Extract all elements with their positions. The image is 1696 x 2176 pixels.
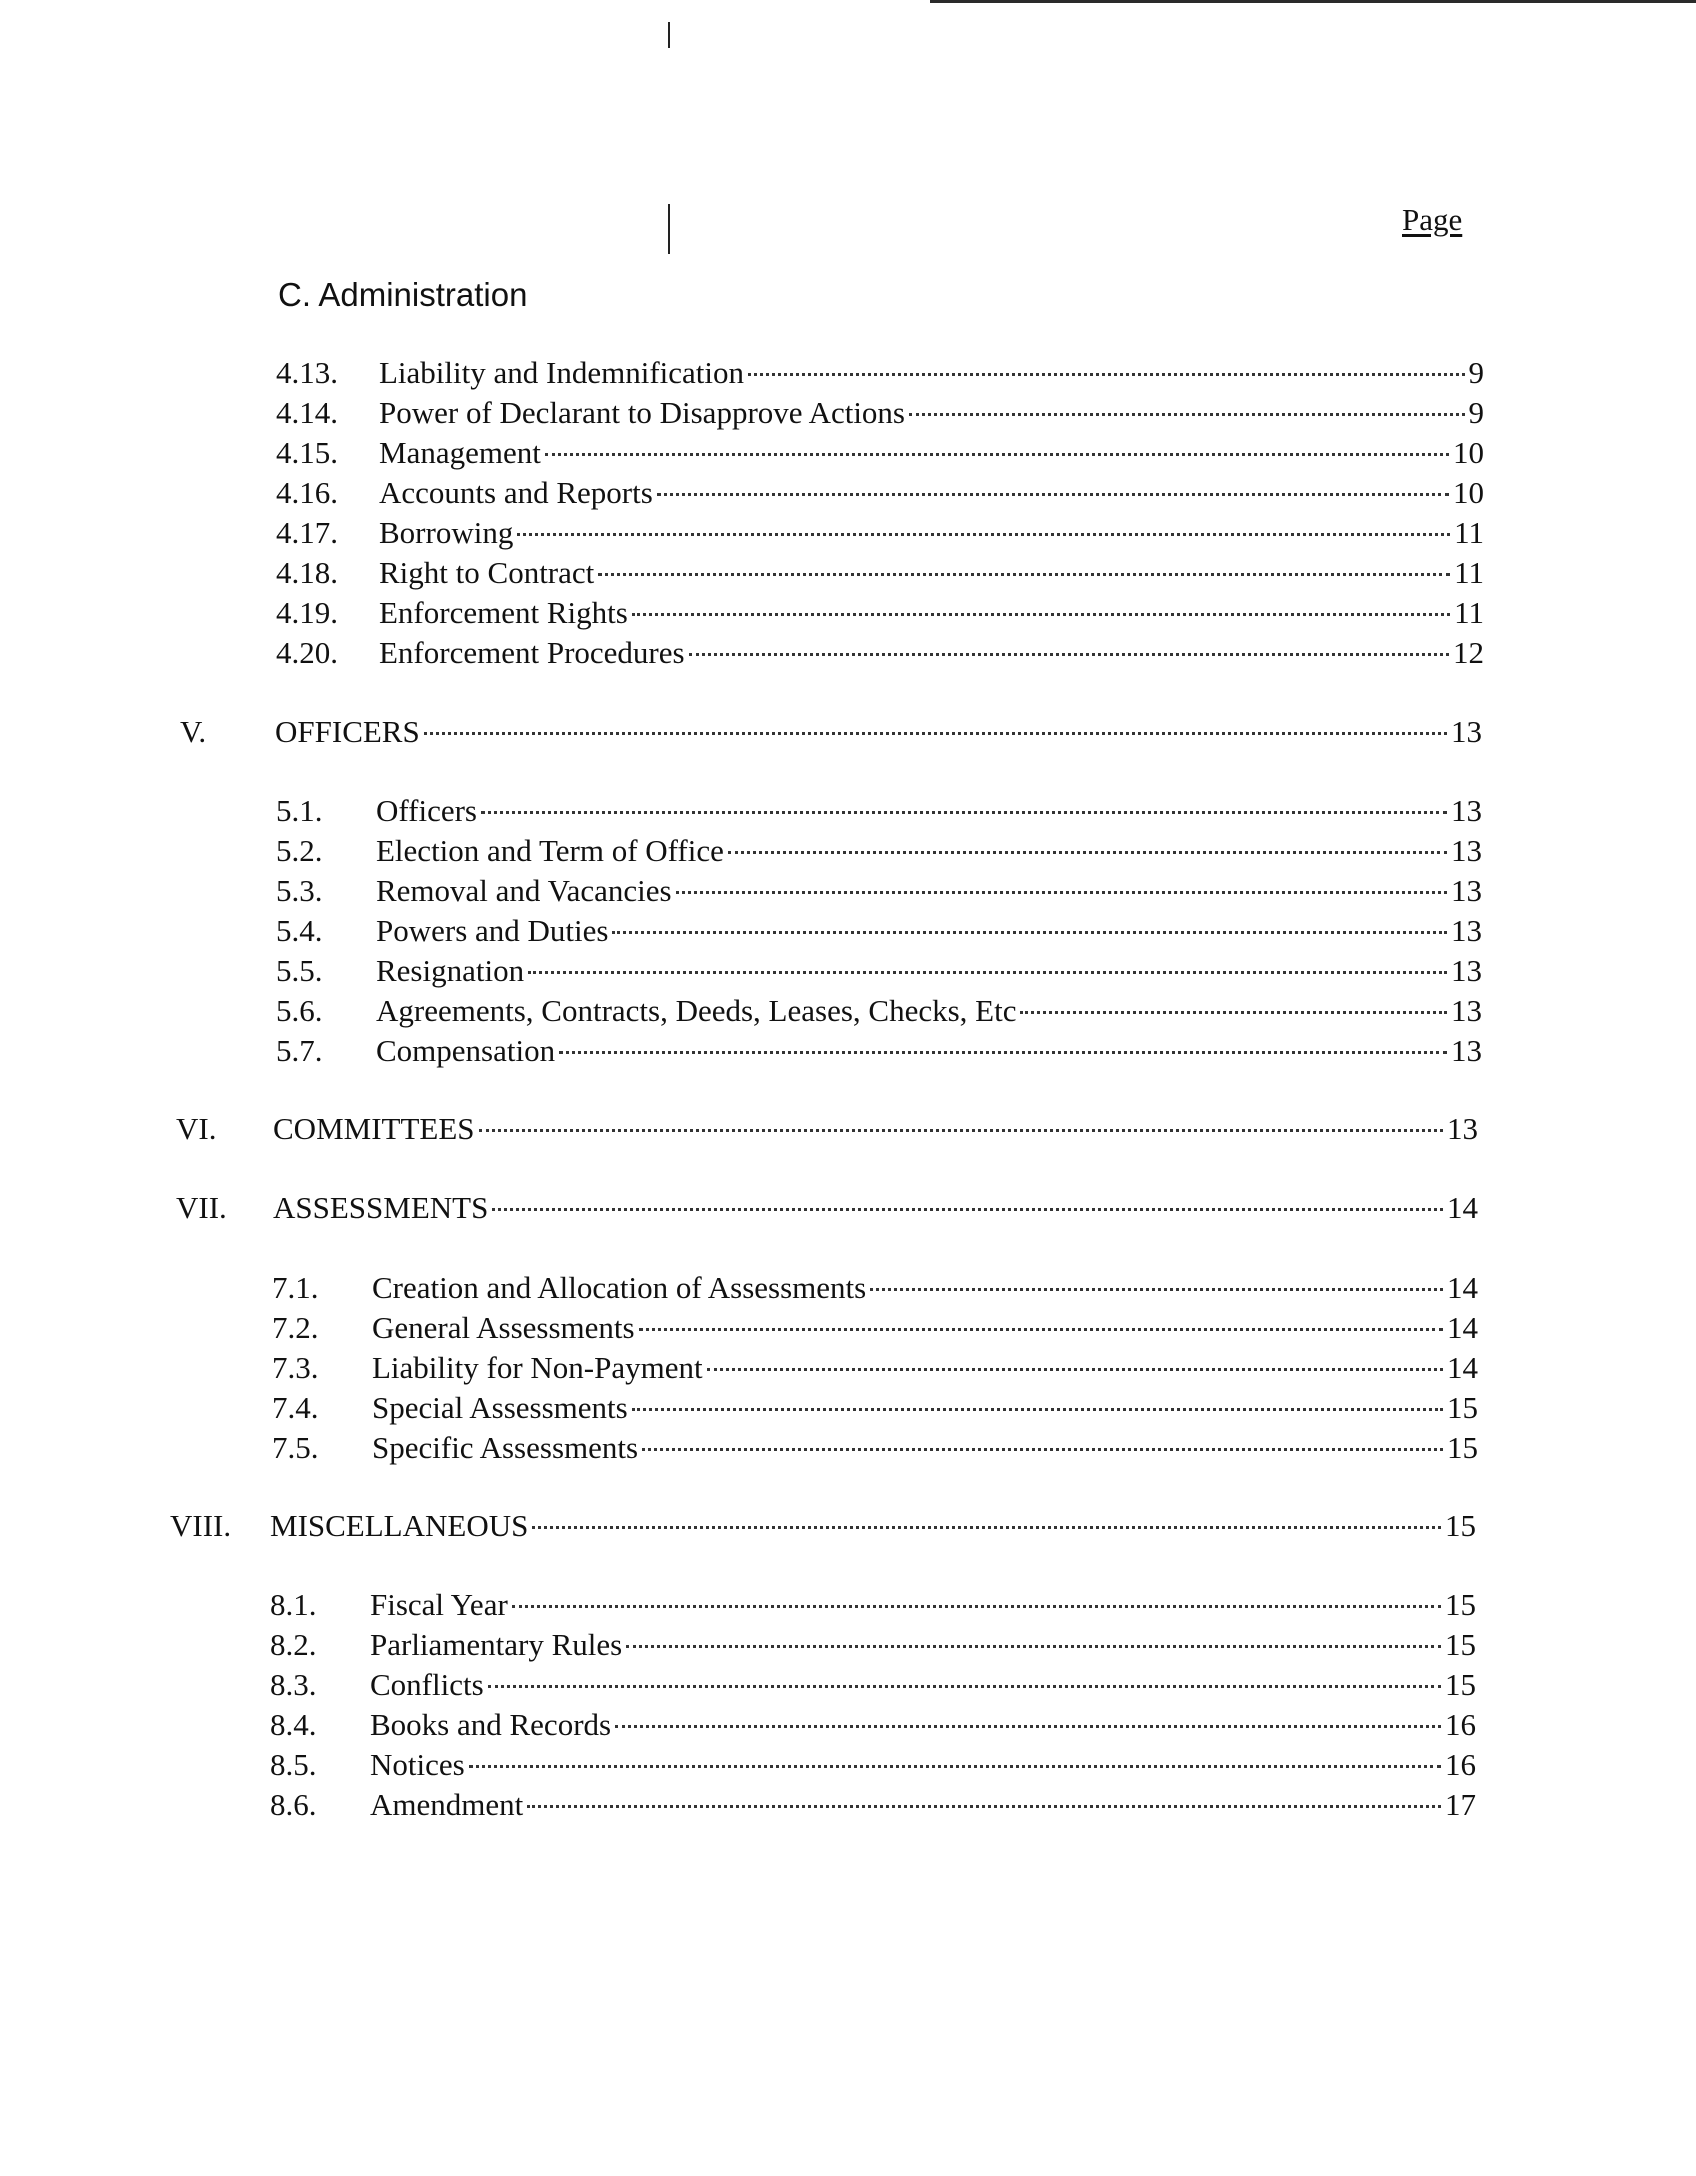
toc-entry[interactable] (272, 1390, 1478, 1430)
entry-title: Books and Records (370, 1707, 612, 1742)
entry-page-number: 13 (1451, 993, 1482, 1028)
entry-number: 5.5. (276, 953, 323, 988)
entry-page-number: 12 (1453, 635, 1484, 670)
entry-title: Power of Declarant to Disapprove Actions (379, 395, 906, 430)
entry-title: Management (379, 435, 541, 470)
dot-leader (657, 493, 1449, 496)
dot-leader (707, 1368, 1443, 1371)
entry-title: Fiscal Year (370, 1587, 508, 1622)
entry-title: Officers (376, 793, 477, 828)
entry-number: 4.13. (276, 355, 338, 390)
entry-number: 4.15. (276, 435, 338, 470)
toc-entry[interactable] (276, 873, 1482, 913)
entry-number: 7.1. (272, 1270, 319, 1305)
entry-number: 5.2. (276, 833, 323, 868)
dot-leader (642, 1448, 1443, 1451)
entry-number: 4.19. (276, 595, 338, 630)
entry-page-number: 13 (1451, 953, 1482, 988)
scan-mark-top (668, 22, 670, 48)
dot-leader (532, 1526, 1441, 1529)
entry-page-number: 17 (1445, 1787, 1476, 1822)
entry-title: Removal and Vacancies (376, 873, 672, 908)
entry-title: Parliamentary Rules (370, 1627, 623, 1662)
entry-title: Powers and Duties (376, 913, 609, 948)
dot-leader (469, 1765, 1441, 1768)
dot-leader (632, 613, 1450, 616)
entry-number: 5.4. (276, 913, 323, 948)
entry-title: Right to Contract (379, 555, 595, 590)
dot-leader (612, 931, 1447, 934)
toc-entry[interactable] (270, 1747, 1476, 1787)
entry-title: Amendment (370, 1787, 524, 1822)
dot-leader (748, 373, 1464, 376)
entry-number: 8.4. (270, 1707, 317, 1742)
entry-title: Borrowing (379, 515, 514, 550)
toc-entry[interactable] (276, 993, 1482, 1033)
dot-leader (492, 1208, 1443, 1211)
page-column-header: Page (1402, 202, 1463, 237)
section-page-number: 14 (1447, 1190, 1478, 1225)
entry-title: Agreements, Contracts, Deeds, Leases, Checks, Etc (376, 993, 1017, 1028)
entry-title: General Assessments (372, 1310, 635, 1345)
scan-edge-line (930, 0, 1696, 3)
toc-entry[interactable] (276, 595, 1484, 635)
section-numeral: VIII. (170, 1508, 232, 1543)
entry-page-number: 11 (1454, 515, 1484, 550)
entry-number: 5.6. (276, 993, 323, 1028)
dot-leader (424, 732, 1447, 735)
subsection-title: C. Administration (278, 276, 528, 313)
toc-entry[interactable] (272, 1350, 1478, 1390)
dot-leader (870, 1288, 1443, 1291)
entry-number: 5.7. (276, 1033, 323, 1068)
toc-entry[interactable] (276, 555, 1484, 595)
dot-leader (689, 653, 1449, 656)
toc-entry[interactable] (276, 1033, 1482, 1073)
section-title: OFFICERS (275, 714, 420, 749)
entry-number: 8.5. (270, 1747, 317, 1782)
toc-entry[interactable] (272, 1270, 1478, 1310)
dot-leader (527, 1805, 1441, 1808)
entry-number: 8.3. (270, 1667, 317, 1702)
entry-page-number: 15 (1447, 1430, 1478, 1465)
entry-title: Conflicts (370, 1667, 484, 1702)
dot-leader (598, 573, 1450, 576)
section-title: MISCELLANEOUS (270, 1508, 529, 1543)
toc-entry[interactable] (276, 395, 1484, 435)
toc-entry[interactable] (270, 1587, 1476, 1627)
toc-entry[interactable] (276, 355, 1484, 395)
toc-entry[interactable] (276, 515, 1484, 555)
entry-number: 7.5. (272, 1430, 319, 1465)
entry-title: Election and Term of Office (376, 833, 724, 868)
entry-title: Specific Assessments (372, 1430, 639, 1465)
toc-entry[interactable] (272, 1430, 1478, 1470)
entry-title: Special Assessments (372, 1390, 628, 1425)
toc-entry[interactable] (276, 635, 1484, 675)
entry-page-number: 16 (1445, 1747, 1476, 1782)
entry-title: Liability for Non-Payment (372, 1350, 703, 1385)
entry-page-number: 10 (1453, 435, 1484, 470)
section-page-number: 13 (1451, 714, 1482, 749)
dot-leader (479, 1129, 1444, 1132)
entry-title: Enforcement Procedures (379, 635, 685, 670)
entry-number: 4.20. (276, 635, 338, 670)
entry-page-number: 15 (1445, 1627, 1476, 1662)
dot-leader (1020, 1011, 1447, 1014)
section-title: COMMITTEES (273, 1111, 475, 1146)
toc-entry[interactable] (272, 1310, 1478, 1350)
entry-title: Compensation (376, 1033, 556, 1068)
entry-page-number: 14 (1447, 1350, 1478, 1385)
toc-section-heading[interactable] (180, 714, 1482, 754)
section-numeral: VII. (176, 1190, 227, 1225)
dot-leader (728, 851, 1447, 854)
entry-page-number: 11 (1454, 555, 1484, 590)
entry-page-number: 14 (1447, 1310, 1478, 1345)
entry-title: Notices (370, 1747, 465, 1782)
dot-leader (676, 891, 1447, 894)
toc-entry[interactable] (270, 1667, 1476, 1707)
entry-page-number: 13 (1451, 1033, 1482, 1068)
entry-page-number: 15 (1445, 1667, 1476, 1702)
entry-number: 4.18. (276, 555, 338, 590)
entry-page-number: 14 (1447, 1270, 1478, 1305)
entry-title: Resignation (376, 953, 525, 988)
entry-page-number: 10 (1453, 475, 1484, 510)
entry-page-number: 11 (1454, 595, 1484, 630)
entry-page-number: 16 (1445, 1707, 1476, 1742)
entry-title: Enforcement Rights (379, 595, 628, 630)
dot-leader (517, 533, 1450, 536)
entry-title: Creation and Allocation of Assessments (372, 1270, 867, 1305)
dot-leader (626, 1645, 1441, 1648)
section-numeral: V. (180, 714, 207, 749)
entry-page-number: 13 (1451, 873, 1482, 908)
entry-page-number: 15 (1447, 1390, 1478, 1425)
toc-entry[interactable] (270, 1627, 1476, 1667)
toc-entry[interactable] (276, 833, 1482, 873)
entry-page-number: 13 (1451, 833, 1482, 868)
toc-entry[interactable] (276, 953, 1482, 993)
entry-number: 8.1. (270, 1587, 317, 1622)
dot-leader (528, 971, 1447, 974)
entry-title: Liability and Indemnification (379, 355, 745, 390)
entry-number: 5.1. (276, 793, 323, 828)
entry-number: 7.3. (272, 1350, 319, 1385)
toc-entry[interactable] (276, 475, 1484, 515)
entry-number: 7.2. (272, 1310, 319, 1345)
dot-leader (545, 453, 1449, 456)
section-page-number: 15 (1445, 1508, 1476, 1543)
dot-leader (488, 1685, 1441, 1688)
entry-page-number: 13 (1451, 913, 1482, 948)
entry-number: 7.4. (272, 1390, 319, 1425)
entry-number: 8.2. (270, 1627, 317, 1662)
section-numeral: VI. (176, 1111, 217, 1146)
scan-mark-middle (668, 204, 670, 254)
dot-leader (632, 1408, 1443, 1411)
entry-number: 5.3. (276, 873, 323, 908)
dot-leader (559, 1051, 1447, 1054)
entry-number: 4.17. (276, 515, 338, 550)
entry-title: Accounts and Reports (379, 475, 653, 510)
entry-number: 4.14. (276, 395, 338, 430)
toc-entry[interactable] (270, 1787, 1476, 1827)
toc-entry[interactable] (276, 793, 1482, 833)
section-title: ASSESSMENTS (273, 1190, 489, 1225)
toc-entry[interactable] (270, 1707, 1476, 1747)
entry-page-number: 15 (1445, 1587, 1476, 1622)
entry-number: 8.6. (270, 1787, 317, 1822)
entry-page-number: 9 (1468, 355, 1484, 390)
entry-number: 4.16. (276, 475, 338, 510)
toc-section-heading[interactable] (170, 1508, 1476, 1548)
dot-leader (615, 1725, 1441, 1728)
section-page-number: 13 (1447, 1111, 1478, 1146)
entry-page-number: 9 (1468, 395, 1484, 430)
toc-section-heading[interactable] (176, 1190, 1478, 1230)
entry-page-number: 13 (1451, 793, 1482, 828)
dot-leader (909, 413, 1464, 416)
dot-leader (481, 811, 1447, 814)
dot-leader (639, 1328, 1443, 1331)
toc-entry[interactable] (276, 913, 1482, 953)
toc-section-heading[interactable] (176, 1111, 1478, 1151)
toc-entry[interactable] (276, 435, 1484, 475)
dot-leader (512, 1605, 1441, 1608)
